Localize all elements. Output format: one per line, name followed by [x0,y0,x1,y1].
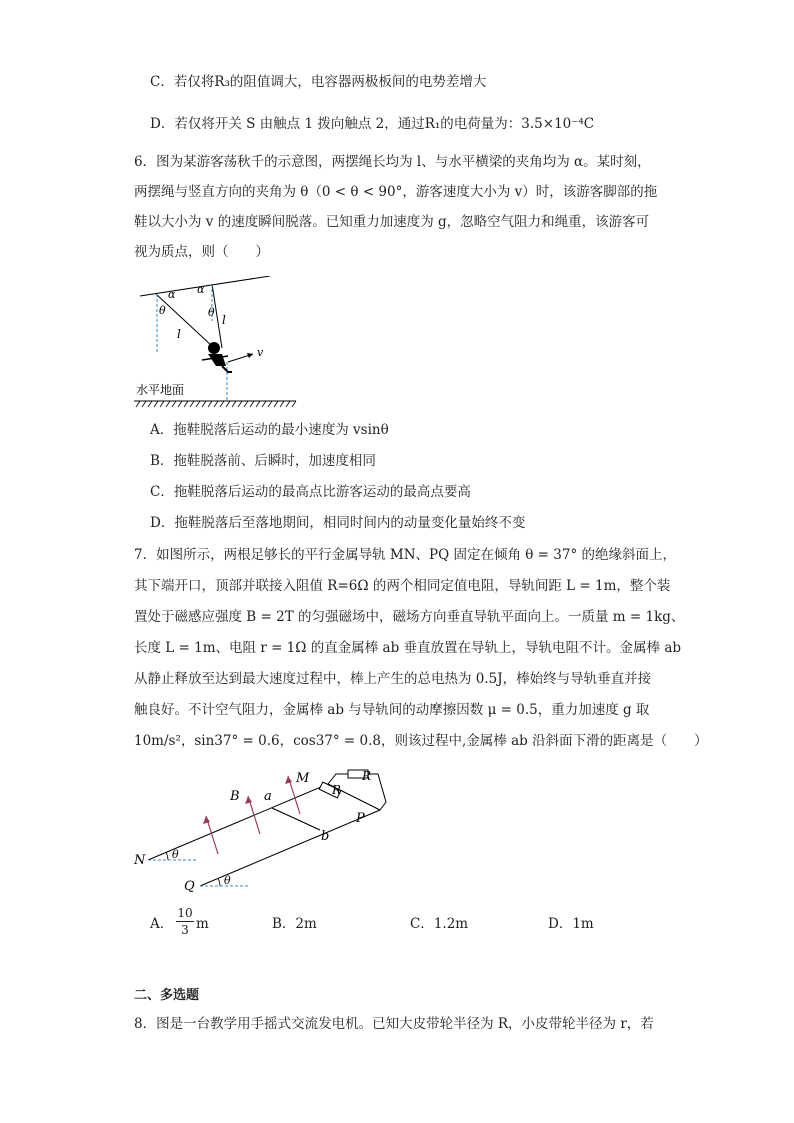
label-b: b [321,829,330,844]
label-theta-n: θ [172,848,179,861]
q6-option-c: C．拖鞋脱落后运动的最高点比游客运动的最高点要高 [150,484,471,500]
tourist-head [208,342,220,354]
field-arrowhead-1 [203,816,210,824]
angle-arc-q [218,878,220,886]
q7-text-line-2: 其下端开口，顶部并联接入阻值 R=6Ω 的两个相同定值电阻，导轨间距 L = 1m，整个装 [134,578,671,594]
label-l-left: l [177,327,181,341]
fraction-denominator: 3 [181,923,189,937]
q7-option-a-prefix: A． [150,916,174,932]
q7-text-line-4: 长度 L = 1m、电阻 r = 1Ω 的直金属棒 ab 垂直放置在导轨上，导轨电阻不计。金属棒 ab [134,640,682,656]
label-alpha-left: α [168,288,176,301]
label-ground: 水平地面 [136,383,185,397]
field-arrowhead-3 [285,776,292,784]
label-theta-q: θ [224,874,231,887]
ground-hatch [136,401,296,407]
q7-text-line-7: 10m/s²，sin37° = 0.6，cos37° = 0.8，则该过程中,金属棒 ab 沿斜面下滑的距离是（ ） [134,733,708,749]
q7-text-line-1: 7．如图所示，两根足够长的平行金属导轨 MN、PQ 固定在倾角 θ = 37° 的绝缘斜面上， [134,547,676,563]
q7-option-c: C．1.2m [410,916,469,932]
label-v: v [257,346,264,359]
label-P: P [356,811,365,826]
q8-text-line-1: 8．图是一台教学用手摇式交流发电机。已知大皮带轮半径为 R，小皮带轮半径为 r，若 [134,1016,654,1032]
q6-text-line-2: 两摆绳与竖直方向的夹角为 θ（0 < θ < 90°，游客速度大小为 v）时，该游客脚部的拖 [134,184,658,200]
label-R-inner: R [332,783,342,797]
section-title-multiple-choice: 二、多选题 [134,988,200,1003]
label-l-right: l [222,313,226,327]
q7-text-line-5: 从静止释放至达到最大速度过程中，棒上产生的总电热为 0.5J，棒始终与导轨垂直并接 [134,671,652,687]
rope-left [156,294,212,346]
angle-arc-n [166,852,168,860]
q7-option-a-fraction [176,906,194,937]
fraction-numerator: 10 [177,906,193,920]
q7-option-a-unit: m [196,916,209,932]
q6-option-b: B．拖鞋脱落前、后瞬时，加速度相同 [150,453,376,469]
rails-diagram [128,762,398,892]
q7-text-line-3: 置处于磁感应强度 B = 2T 的匀强磁场中，磁场方向垂直导轨平面向上。一质量 m = 1kg、 [134,609,685,625]
label-N: N [134,853,146,868]
label-M: M [296,771,310,786]
q7-option-b: B．2m [272,916,317,932]
label-a: a [264,789,272,804]
q5-option-d: D．若仅将开关 S 由触点 1 拨向触点 2，通过R₁的电荷量为：3.5×10⁻⁴C [150,116,595,132]
label-B: B [230,789,240,804]
beam-line [140,276,270,296]
q7-text-line-6: 触良好。不计空气阻力，金属棒 ab 与导轨间的动摩擦因数 μ = 0.5，重力加速度 g 取 [134,702,650,718]
q5-option-c: C．若仅将R₃的阻值调大，电容器两极板间的电势差增大 [150,74,487,90]
q6-option-a: A．拖鞋脱落后运动的最小速度为 vsinθ [150,422,389,438]
field-arrowhead-2 [245,796,252,804]
label-theta-left: θ [159,304,166,317]
label-Q: Q [184,879,195,892]
swing-diagram [130,276,300,411]
label-alpha-right: α [197,283,205,296]
q6-option-d: D．拖鞋脱落后至落地期间，相同时间内的动量变化量始终不变 [150,515,526,531]
label-theta-right: θ [208,306,215,319]
fraction-bar [176,921,194,922]
q7-option-d: D．1m [548,916,594,932]
rod-ab [272,808,320,830]
label-R-outer: R [362,769,372,783]
q6-text-line-1: 6．图为某游客荡秋千的示意图，两摆绳长均为 l、与水平横梁的夹角均为 α。某时刻， [134,154,651,170]
q6-text-line-3: 鞋以大小为 v 的速度瞬间脱落。已知重力加速度为 g，忽略空气阻力和绳重，该游客可 [134,214,650,230]
q6-text-line-4: 视为质点，则（ ） [134,244,269,260]
tourist-body [208,354,226,366]
